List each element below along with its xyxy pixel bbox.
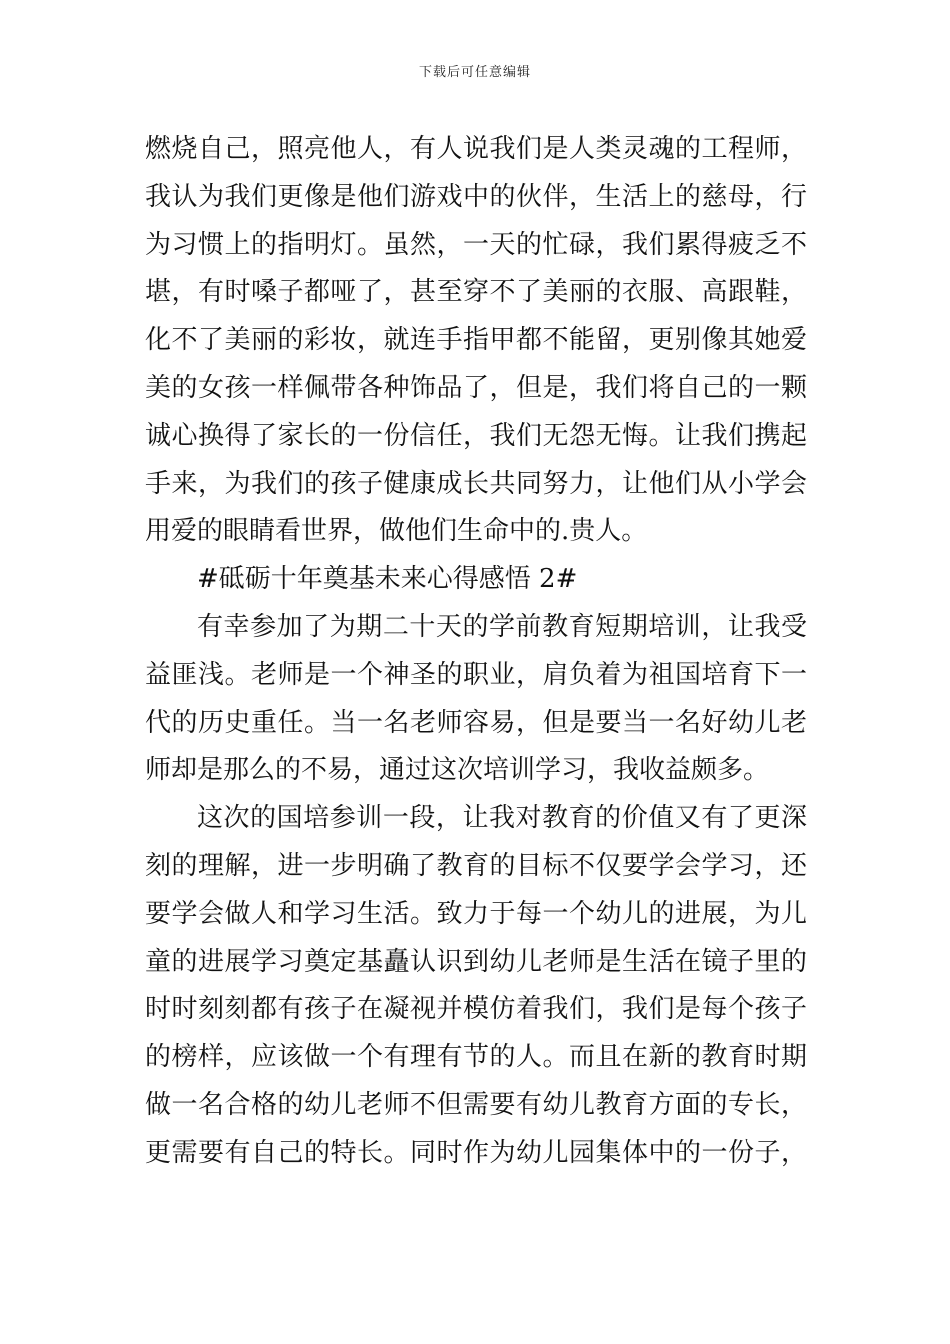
text-line: 做一名合格的幼儿老师不但需要有幼儿教育方面的专长， [145,1089,807,1120]
document-body [145,126,807,1178]
text-line: 燃烧自己，照亮他人，有人说我们是人类灵魂的工程师， [145,134,807,164]
text-line: 更需要有自己的特长。同时作为幼儿园集体中的一份子， [145,1137,807,1168]
text-line: 诚心换得了家长的一份信任，我们无怨无悔。让我们携起 [145,420,807,451]
text-line: 师却是那么的不易，通过这次培训学习，我收益颇多。 [145,755,770,786]
text-line: 益匪浅。老师是一个神圣的职业，肩负着为祖国培育下一 [145,659,807,690]
text-line: 手来，为我们的孩子健康成长共同努力，让他们从小学会 [145,468,807,499]
text-line: 童的进展学习奠定基矗认识到幼儿老师是生活在镜子里的 [145,946,807,977]
text-line: 的榜样，应该做一个有理有节的人。而且在新的教育时期 [145,1042,807,1073]
text-line: 我认为我们更像是他们游戏中的伙伴，生活上的慈母，行 [145,181,807,212]
text-line: 用爱的眼睛看世界，做他们生命中的.贵人。 [145,516,648,547]
text-line: #砥砺十年奠基未来心得感悟 2# [197,564,578,595]
text-line: 要学会做人和学习生活。致力于每一个幼儿的进展，为儿 [145,898,807,929]
text-line: 为习惯上的指明灯。虽然，一天的忙碌，我们累得疲乏不 [145,229,807,260]
text-line: 有幸参加了为期二十天的学前教育短期培训，让我受 [197,611,807,642]
text-line: 刻的理解，进一步明确了教育的目标不仅要学会学习，还 [145,850,807,881]
text-line: 代的历史重任。当一名老师容易，但是要当一名好幼儿老 [145,707,807,738]
text-line: 这次的国培参训一段，让我对教育的价值又有了更深 [197,803,807,834]
text-line: 时时刻刻都有孩子在凝视并模仿着我们，我们是每个孩子 [145,994,807,1025]
text-line: 堪，有时嗓子都哑了，甚至穿不了美丽的衣服、高跟鞋， [145,277,807,308]
text-line: 美的女孩一样佩带各种饰品了，但是，我们将自己的一颗 [145,372,807,403]
page-header-note: 下载后可任意编辑 [418,65,531,80]
text-line: 化不了美丽的彩妆，就连手指甲都不能留，更别像其她爱 [145,325,807,356]
